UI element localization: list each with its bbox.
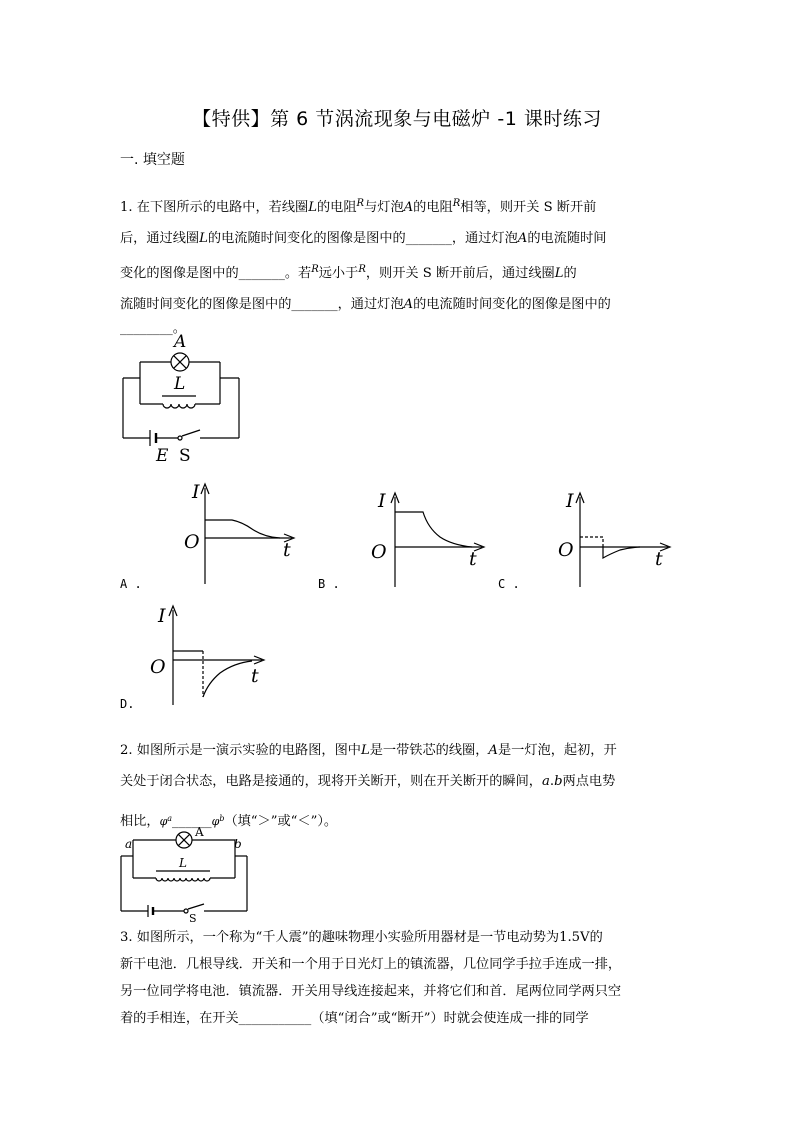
graph-option-d <box>148 603 278 708</box>
q1-line-3: 变化的图像是图中的_______。若$^R$远小于$^R$，则开关 S 断开前后，通过线圈L的 <box>120 264 577 281</box>
question-1 <box>120 188 680 338</box>
page-title: 【特供】第 6 节涡流现象与电磁炉 -1 课时练习 <box>192 108 602 130</box>
graph-b-i-label: I <box>378 490 386 512</box>
q1-line-4: 流随时间变化的图像是图中的_______，通过灯泡A的电流随时间变化的图像是图中的 <box>120 297 611 312</box>
q1-circuit-diagram <box>118 330 248 465</box>
q2-coil-label: L <box>179 856 187 870</box>
graph-c-i-label: I <box>566 490 574 512</box>
q3-line-1: 3. 如图所示，一个称为“千人震”的趣味物理小实验所用器材是一节电动势为1.5V的 <box>120 930 603 945</box>
q2-line-1: 2. 如图所示是一演示实验的电路图，图中L是一带铁芯的线圈，A是一灯泡，起初，开 <box>120 743 617 758</box>
graph-d-t-label: t <box>251 665 259 687</box>
q2-switch-label: S <box>189 912 197 925</box>
q1-lamp-label: A <box>174 332 187 352</box>
q3-line-3: 另一位同学将电池．镇流器．开关用导线连接起来，并将它们和首．尾两位同学两只空 <box>120 984 622 999</box>
q2-point-a-label: a <box>125 837 133 851</box>
q1-line-2: 后，通过线圈L的电流随时间变化的图像是图中的_______，通过灯泡A的电流随时间 <box>120 231 607 246</box>
option-b-label: B . <box>318 577 340 591</box>
graph-c-t-label: t <box>655 548 663 570</box>
graph-option-a <box>180 480 300 590</box>
q2-point-b-label: b <box>234 837 242 851</box>
q3-line-4: 着的手相连，在开关___________（填“闭合”或“断开”）时就会使连成一排的同学 <box>120 1011 589 1026</box>
graph-b-o-label: O <box>371 541 387 563</box>
graph-c-o-label: O <box>558 539 574 561</box>
graph-a-o-label: O <box>184 531 200 553</box>
q2-circuit-diagram <box>118 825 253 925</box>
option-c-label: C . <box>498 577 520 591</box>
q1-coil-label: L <box>174 374 186 394</box>
option-a-label: A . <box>120 577 142 591</box>
question-3 <box>120 924 680 1032</box>
graph-a-i-label: I <box>192 481 200 503</box>
section-heading: 一. 填空题 <box>120 152 185 168</box>
q2-line-2: 关处于闭合状态，电路是接通的，现将开关断开，则在开关断开的瞬间，a.b两点电势 <box>120 774 616 789</box>
q2-line-3: 相比，$\varphi^a\_\_\_\_\_\_\varphi^b$（填“＞”或“＜”）。 <box>120 814 338 829</box>
q1-switch-label: S <box>179 446 191 466</box>
question-2 <box>120 735 680 837</box>
graph-d-o-label: O <box>150 656 166 678</box>
graph-option-c <box>556 490 676 590</box>
q3-line-2: 新干电池．几根导线．开关和一个用于日光灯上的镇流器，几位同学手拉手连成一排， <box>120 957 622 972</box>
q1-line-5: ________。 <box>120 321 186 336</box>
q1-battery-label: E <box>156 446 169 466</box>
graph-a-t-label: t <box>283 539 291 561</box>
option-d-label: D. <box>120 697 135 711</box>
graph-d-i-label: I <box>158 605 166 627</box>
q1-line-1: 1. 在下图所示的电路中，若线圈L的电阻$^R$与灯泡A的电阻$^R$相等，则开关 S 断开前 <box>120 198 597 215</box>
graph-b-t-label: t <box>469 548 477 570</box>
graph-option-b <box>370 490 490 590</box>
q2-lamp-label: A <box>195 825 204 839</box>
